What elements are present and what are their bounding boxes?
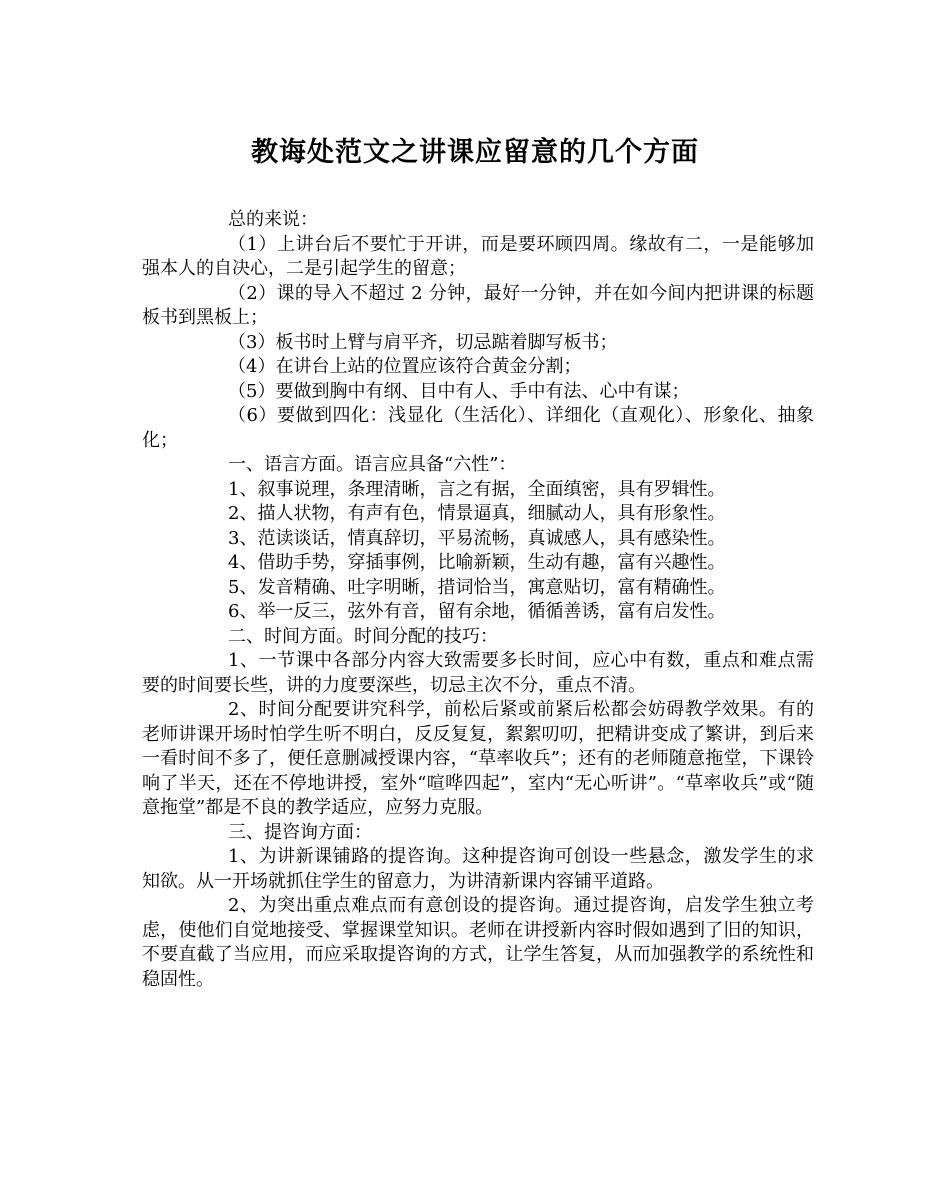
paragraph: 总的来说： <box>228 209 318 230</box>
section-heading: 一、语言方面。语言应具备“六性”： <box>228 454 517 475</box>
section-heading: 三、提咨询方面： <box>228 821 372 843</box>
paragraph: 1、为讲新课铺路的提咨询。这种提咨询可创设一些悬念，激发学生的求知欲。从一开场就抓住学生的留意力，为讲清新课内容铺平道路。 <box>142 846 814 892</box>
document-body <box>142 208 814 992</box>
paragraph: （4）在讲台上站的位置应该符合黄金分割； <box>228 356 582 377</box>
paragraph: 2、为突出重点难点而有意创设的提咨询。通过提咨询，启发学生独立考虑，使他们自觉地接受、掌握课堂知识。老师在讲授新内容时假如遇到了旧的知识，不要直截了当应用，而应采取提咨询的方式，让学生答复，从而加强教学的系统性和稳固性。 <box>142 895 814 990</box>
paragraph: （3）板书时上臂与肩平齐，切忌踮着脚写板书； <box>228 331 618 353</box>
paragraph: 1、一节课中各部分内容大致需要多长时间，应心中有数，重点和难点需要的时间要长些，讲的力度要深些，切忌主次不分，重点不清。 <box>142 650 814 696</box>
paragraph: （1）上讲台后不要忙于开讲，而是要环顾四周。缘故有二，一是能够加强本人的自决心，二是引起学生的留意； <box>142 233 814 279</box>
section-heading: 二、时间方面。时间分配的技巧： <box>228 625 498 647</box>
document-title: 教诲处范文之讲课应留意的几个方面 <box>251 137 699 168</box>
list-item: 2、描人状物，有声有色，情景逼真，细腻动人，具有形象性。 <box>228 503 726 524</box>
list-item: 4、借助手势，穿插事例，比喻新颖，生动有趣，富有兴趣性。 <box>228 552 726 573</box>
paragraph: （6）要做到四化：浅显化（生活化）、详细化（直观化）、形象化、抽象化； <box>142 405 814 451</box>
list-item: 6、举一反三，弦外有音，留有余地，循循善诱，富有启发性。 <box>228 601 726 622</box>
paragraph: （5）要做到胸中有纲、目中有人、手中有法、心中有谋； <box>228 380 690 402</box>
paragraph: （2）课的导入不超过 2 分钟，最好一分钟，并在如今间内把讲课的标题板书到黑板上； <box>142 282 814 328</box>
list-item: 5、发音精确、吐字明晰，措词恰当，寓意贴切，富有精确性。 <box>228 576 726 598</box>
paragraph: 2、时间分配要讲究科学，前松后紧或前紧后松都会妨碍教学效果。有的老师讲课开场时怕学生听不明白，反反复复，絮絮叨叨，把精讲变成了繁讲，到后来一看时间不多了，便任意删减授课内容，“草率收兵”；还有的老师随意拖堂，下课铃响了半天，还在不停地讲授，室外“喧哗四起”，室内“无心听讲”。“草率收兵”或“随意拖堂”都是不良的教学适应，应努力克服。 <box>142 699 814 818</box>
list-item: 1、叙事说理，条理清晰，言之有据，全面缜密，具有罗辑性。 <box>228 478 726 500</box>
list-item: 3、范读谈话，情真辞切，平易流畅，真诚感人，具有感染性。 <box>228 527 726 549</box>
